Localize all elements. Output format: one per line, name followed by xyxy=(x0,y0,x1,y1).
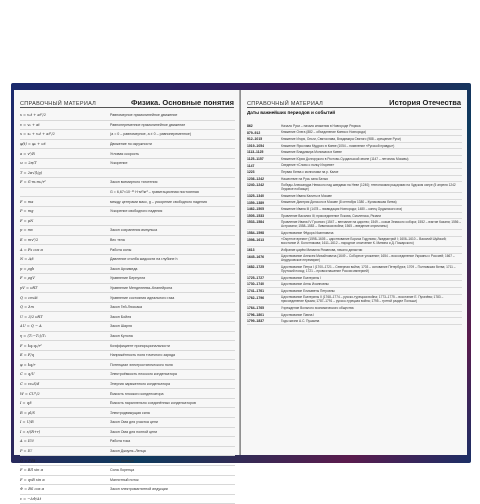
formula-description: Закон Бойля xyxy=(110,314,132,319)
history-year: 1462–1505 xyxy=(247,207,264,212)
history-event: Княжение Дмитрия Донского в Москве (8 сентября 1380 – Куликовская битва) xyxy=(281,200,397,205)
formula-description: Закон всемирного тяготения xyxy=(110,180,158,185)
formula-row xyxy=(20,159,235,169)
formula: F = qvB sin α xyxy=(20,477,45,482)
formula-row xyxy=(20,447,235,457)
formula-row xyxy=(20,312,235,322)
history-event: Сведение «Слово о полку Игореве» xyxy=(281,163,335,168)
formula: T = 2π√(l/g) xyxy=(20,170,43,175)
formula-row xyxy=(20,428,235,438)
history-event: Княжение Ивана Калиты в Москве xyxy=(281,193,332,198)
formula: E = F/q xyxy=(20,353,34,358)
history-row xyxy=(247,130,462,137)
formula-description: Закон сохранения импульса xyxy=(110,228,158,233)
history-year: 1764–1765 xyxy=(247,306,264,311)
formula-description: Потенциал электростатического поля xyxy=(110,362,173,367)
formula-row xyxy=(20,197,235,207)
formula-description: Магнитный поток xyxy=(110,477,139,482)
history-event: Царствование Алексея Михайловича (1649 – Соборное уложение; 1654 – воссоединение Украины с Россией; 1667 – Андрусовское перемирие) xyxy=(281,254,455,263)
formula: P = IU xyxy=(20,449,33,454)
formula-description: Сила Лоренца xyxy=(110,468,135,473)
formula-row xyxy=(20,226,235,236)
left-page-header xyxy=(20,95,234,108)
right-page xyxy=(241,90,467,455)
history-row xyxy=(247,275,462,282)
formula: I = ε/(R+r) xyxy=(20,429,41,434)
history-row xyxy=(247,193,462,200)
history-row xyxy=(247,219,462,230)
right-page-subtitle: Даты важнейших периодов и событий xyxy=(247,110,336,115)
formula-row xyxy=(20,169,235,179)
formula: F = ma xyxy=(20,199,34,204)
formula: p = mv xyxy=(20,228,34,233)
formula-row xyxy=(20,351,235,361)
left-page-title: Физика. Основные понятия xyxy=(130,98,234,107)
formula-description: между центрами масс, g – ускорение свободного падения xyxy=(110,199,207,204)
formula: P = mg xyxy=(20,209,34,214)
history-row xyxy=(247,123,462,130)
formula-row xyxy=(20,418,235,428)
formula-row xyxy=(20,140,235,150)
formula-description: Работа силы xyxy=(110,247,132,252)
history-year: 1730–1740 xyxy=(247,282,264,287)
formula-description: Уравнение Бернулли xyxy=(110,276,146,281)
history-year: 1223 xyxy=(247,170,255,175)
history-table xyxy=(247,123,462,325)
right-page-header xyxy=(247,95,461,108)
formula-description: Уравнение состояния идеального газа xyxy=(110,295,175,300)
formula: I = U/R xyxy=(20,420,34,425)
history-event: Победы Александра Невского над шведами на Неве (1240); тевтонскими рыцарями на Чудском озере (5 апреля 1242 Ледовое побоище) xyxy=(281,183,456,192)
formula: p = ρgh xyxy=(20,266,35,271)
formula-description: Равномерное прямолинейное движение xyxy=(110,113,178,118)
formula-row xyxy=(20,466,235,476)
formula: pV = νRT xyxy=(20,285,38,290)
history-row xyxy=(247,156,462,163)
formula-row xyxy=(20,389,235,399)
formula-table xyxy=(20,111,235,504)
formula-description: Ускорение xyxy=(110,161,128,166)
history-row xyxy=(247,176,462,183)
formula-description: Равнопеременное прямолинейное движение xyxy=(110,122,186,127)
history-event: Царствование Екатерины II (1768–1774 – русско-турецкая война; 1773–1775 – восстание Е. Пугачёва; 1783 – присоединение Крыма; 1787–1791 – русско-турецкая война; 1795 – третий раздел Польши) xyxy=(281,295,444,304)
history-event: Царствование Елизаветы Петровны xyxy=(281,288,335,293)
history-event: Царствование Анны Иоанновны xyxy=(281,282,329,287)
history-year: 1796–1801 xyxy=(247,312,264,317)
history-row xyxy=(247,237,462,248)
history-year: 1584–1598 xyxy=(247,230,264,235)
formula-row xyxy=(20,245,235,255)
formula: W = CU²/2 xyxy=(20,391,40,396)
history-year: 1125–1157 xyxy=(247,156,264,161)
formula-description: Закон Ома для участка цепи xyxy=(110,420,158,425)
left-page xyxy=(14,90,240,502)
history-year: 1741–1761 xyxy=(247,289,264,294)
formula: F = ρgV xyxy=(20,276,35,281)
history-year: 912–1015 xyxy=(247,137,263,142)
history-year: 1533–1584 xyxy=(247,220,264,225)
history-year: 879–912 xyxy=(247,130,261,135)
formula-description: Энергия заряженного конденсатора xyxy=(110,381,170,386)
history-event: Правление Ивана IV Грозного (1547 – венчание на царство; 1549 – созыв Земского собора; 1552 – взятие Казани; 1556 – Астрахани; 1558–1583 – Ливонская война; 1565 – введение опричнины) xyxy=(281,220,462,229)
history-year: 1762–1796 xyxy=(247,295,264,300)
formula-row xyxy=(20,111,235,121)
formula-description: Ёмкость плоского конденсатора xyxy=(110,391,164,396)
formula-row xyxy=(20,236,235,246)
history-year: 1240–1242 xyxy=(247,183,264,188)
formula-description: Ускорение свободного падения xyxy=(110,209,163,214)
formula: U = 3/2 νRT xyxy=(20,314,43,319)
formula-description: Угловая скорость xyxy=(110,151,140,156)
formula: ω = 2π/T xyxy=(20,161,37,166)
history-year: 1113–1125 xyxy=(247,150,264,155)
formula-description: Напряжённость поля точечного заряда xyxy=(110,353,176,358)
history-year: 862 xyxy=(247,124,253,128)
formula: N = A/t xyxy=(20,257,34,262)
history-row xyxy=(247,169,462,176)
formula-row xyxy=(20,332,235,342)
formula-description: Вес тела xyxy=(110,238,125,243)
formula-row xyxy=(20,217,235,227)
formula: F = μN xyxy=(20,218,34,223)
formula-row xyxy=(20,149,235,159)
formula-description: Коэффициент пропорциональности xyxy=(110,343,170,348)
formula-row xyxy=(20,178,235,188)
formula-row xyxy=(20,265,235,275)
formula-row xyxy=(20,370,235,380)
history-row xyxy=(247,281,462,288)
history-event: Начало Руси – начало княжения в Новгороде Рюрика xyxy=(281,123,361,128)
formula-row xyxy=(20,188,235,198)
formula-row xyxy=(20,121,235,131)
formula-row xyxy=(20,284,235,294)
history-event: Царствование Павла I xyxy=(281,312,315,317)
history-row xyxy=(247,295,462,306)
history-row xyxy=(247,305,462,312)
formula: A = IUt xyxy=(20,439,34,444)
formula: F = BIl sin α xyxy=(20,468,44,473)
history-event: Царствование Фёдора Иоанновича xyxy=(281,230,334,235)
history-event: Первая битва с монголами на р. Калке xyxy=(281,169,339,174)
formula: I = q/t xyxy=(20,401,32,406)
formula: ΔU = Q − A xyxy=(20,324,42,329)
formula-description: Закон Гей-Люссака xyxy=(110,305,142,310)
formula: C = εε₀S/d xyxy=(20,381,40,386)
formula-description: Давление столба жидкости на глубине h xyxy=(110,257,178,262)
history-event: Княжение Юрия Долгорукого в Ростово-Суздальской земле (1147 – летопись Москвы) xyxy=(281,156,409,161)
history-row xyxy=(247,247,462,254)
formula-description: Движение по окружности xyxy=(110,142,152,147)
formula-row xyxy=(20,207,235,217)
history-event: Княжение Владимира Мономаха в Киеве xyxy=(281,150,342,155)
formula-description: Ёмкость параллельно соединённых конденсаторов xyxy=(110,401,196,406)
history-year: 1725–1727 xyxy=(247,275,264,280)
formula-description: (a = 0 – равномерное, a ≠ 0 – равнопеременное) xyxy=(110,132,192,137)
history-row xyxy=(247,200,462,207)
history-year: 1019–1054 xyxy=(247,143,264,148)
history-row xyxy=(247,318,462,325)
formula-description: Закон электромагнитной индукции xyxy=(110,487,168,492)
history-event: Царствование Екатерины I xyxy=(281,275,321,280)
history-row xyxy=(247,288,462,295)
history-row xyxy=(247,254,462,265)
history-year: 1325–1340 xyxy=(247,193,264,198)
formula-description: Уравнение Менделеева–Клапейрона xyxy=(110,285,173,290)
formula-description: Закон Кулона xyxy=(110,333,133,338)
formula: Q = I²Rt xyxy=(20,458,36,463)
history-event: Княжение Олега (882 – объединение Киева и Новгорода) xyxy=(281,130,366,135)
formula-row xyxy=(20,274,235,284)
history-year: 1147 xyxy=(247,163,255,168)
formula: R = ρl/S xyxy=(20,410,35,415)
formula-description: G = 6,67×10⁻¹¹ Н·м²/кг² – гравитационная постоянная xyxy=(110,190,199,195)
history-row xyxy=(247,136,462,143)
left-section-tag: СПРАВОЧНЫЙ МАТЕРИАЛ xyxy=(20,101,97,107)
formula-row xyxy=(20,322,235,332)
formula-description: Закон Ампера xyxy=(110,458,134,463)
formula-row xyxy=(20,399,235,409)
formula: A = Fs cos α xyxy=(20,247,43,252)
formula: φ = kq/r xyxy=(20,362,36,367)
history-event: Избрание царём Михаила Романова, начало династии xyxy=(281,247,363,252)
formula-row xyxy=(20,408,235,418)
formula-description: Работа тока xyxy=(110,439,131,444)
formula: s = v₀t + at²/2 xyxy=(20,113,46,118)
formula-row xyxy=(20,380,235,390)
formula-row xyxy=(20,476,235,486)
history-year: 1645–1676 xyxy=(247,254,264,259)
history-year: 1598–1613 xyxy=(247,237,264,242)
formula-row xyxy=(20,341,235,351)
formula: ε = −ΔΦ/Δt xyxy=(20,497,42,502)
history-year: 1505–1533 xyxy=(247,213,264,218)
formula: F = kq₁q₂/r² xyxy=(20,343,42,348)
formula: η = (T₁−T₂)/T₁ xyxy=(20,333,46,338)
history-event: «Смутное время» (1598–1605 – царствование Бориса Годунова; Лжедмитрий I; 1606–1610 – Василий Шуйский; восстание И. Болотникова; 1611–1612 – народное ополчение К. Минина и Д. Пожарского) xyxy=(281,237,447,246)
formula-description: Закон Архимеда xyxy=(110,266,138,271)
formula-row xyxy=(20,303,235,313)
history-event: Правление Василия III; присоединение Пскова, Смоленска, Рязани xyxy=(281,213,381,218)
formula-row xyxy=(20,437,235,447)
formula: v = v₀ + at xyxy=(20,122,40,127)
right-section-tag: СПРАВОЧНЫЙ МАТЕРИАЛ xyxy=(247,101,324,107)
formula-description: Закон Джоуля–Ленца xyxy=(110,449,146,454)
history-event: Царствование Петра I (1700–1721 – Северная война; 1703 – основание Петербурга; 1709 – Полтавская битва; 1711 – Прутский поход; 1721 – провозглашение России империей) xyxy=(281,265,456,274)
history-row xyxy=(247,213,462,220)
formula-row xyxy=(20,495,235,504)
formula-row xyxy=(20,130,235,140)
formula: Q = cmΔt xyxy=(20,295,38,300)
history-year: 1359–1389 xyxy=(247,200,264,205)
formula-row xyxy=(20,360,235,370)
history-row xyxy=(247,143,462,150)
history-event: Княжение Игоря, Ольги, Святослава, Владимира Святого (988 – крещение Руси) xyxy=(281,136,401,141)
formula-row xyxy=(20,255,235,265)
right-page-title: История Отечества xyxy=(389,98,461,107)
formula: Q = λm xyxy=(20,305,34,310)
history-year: 1613 xyxy=(247,248,255,253)
formula: C = q/U xyxy=(20,372,35,377)
formula-description: Электроёмкость плоского конденсатора xyxy=(110,372,177,377)
history-event: Княжение Ярослава Мудрого в Киеве (1054 – появление «Русской правды») xyxy=(281,143,395,148)
history-event: Княжение Ивана III (1478 – ликвидация Новгорода; 1480 – конец Ордынского ига) xyxy=(281,206,403,211)
history-event: Учреждение Вольного экономического общества xyxy=(281,306,354,311)
formula-description: Электродвижущая сила xyxy=(110,410,150,415)
history-event: Нашествие на Русь хана Батыя xyxy=(281,176,328,181)
history-year: 1799–1837 xyxy=(247,319,264,324)
formula-row xyxy=(20,485,235,495)
history-row xyxy=(247,182,462,193)
formula-description: Закон Ома для полной цепи xyxy=(110,429,158,434)
history-row xyxy=(247,230,462,237)
history-row xyxy=(247,206,462,213)
history-row xyxy=(247,264,462,275)
formula: F = G·m₁m₂/r² xyxy=(20,180,46,185)
history-year: 1682–1725 xyxy=(247,265,264,270)
history-row xyxy=(247,163,462,170)
formula: x = x₀ + v₀t + at²/2 xyxy=(20,132,55,137)
formula: a = v²/R xyxy=(20,151,35,156)
formula-description: Закон Шарля xyxy=(110,324,132,329)
formula: E = mv²/2 xyxy=(20,238,39,243)
formula: φ(t) = φ₀ + ωt xyxy=(20,142,46,147)
formula-row xyxy=(20,456,235,466)
formula: Φ = BS cos α xyxy=(20,487,45,492)
history-row xyxy=(247,312,462,319)
history-year: 1236–1242 xyxy=(247,176,264,181)
history-row xyxy=(247,149,462,156)
formula-row xyxy=(20,293,235,303)
history-event: Годы жизни А.С. Пушкина xyxy=(281,319,320,324)
